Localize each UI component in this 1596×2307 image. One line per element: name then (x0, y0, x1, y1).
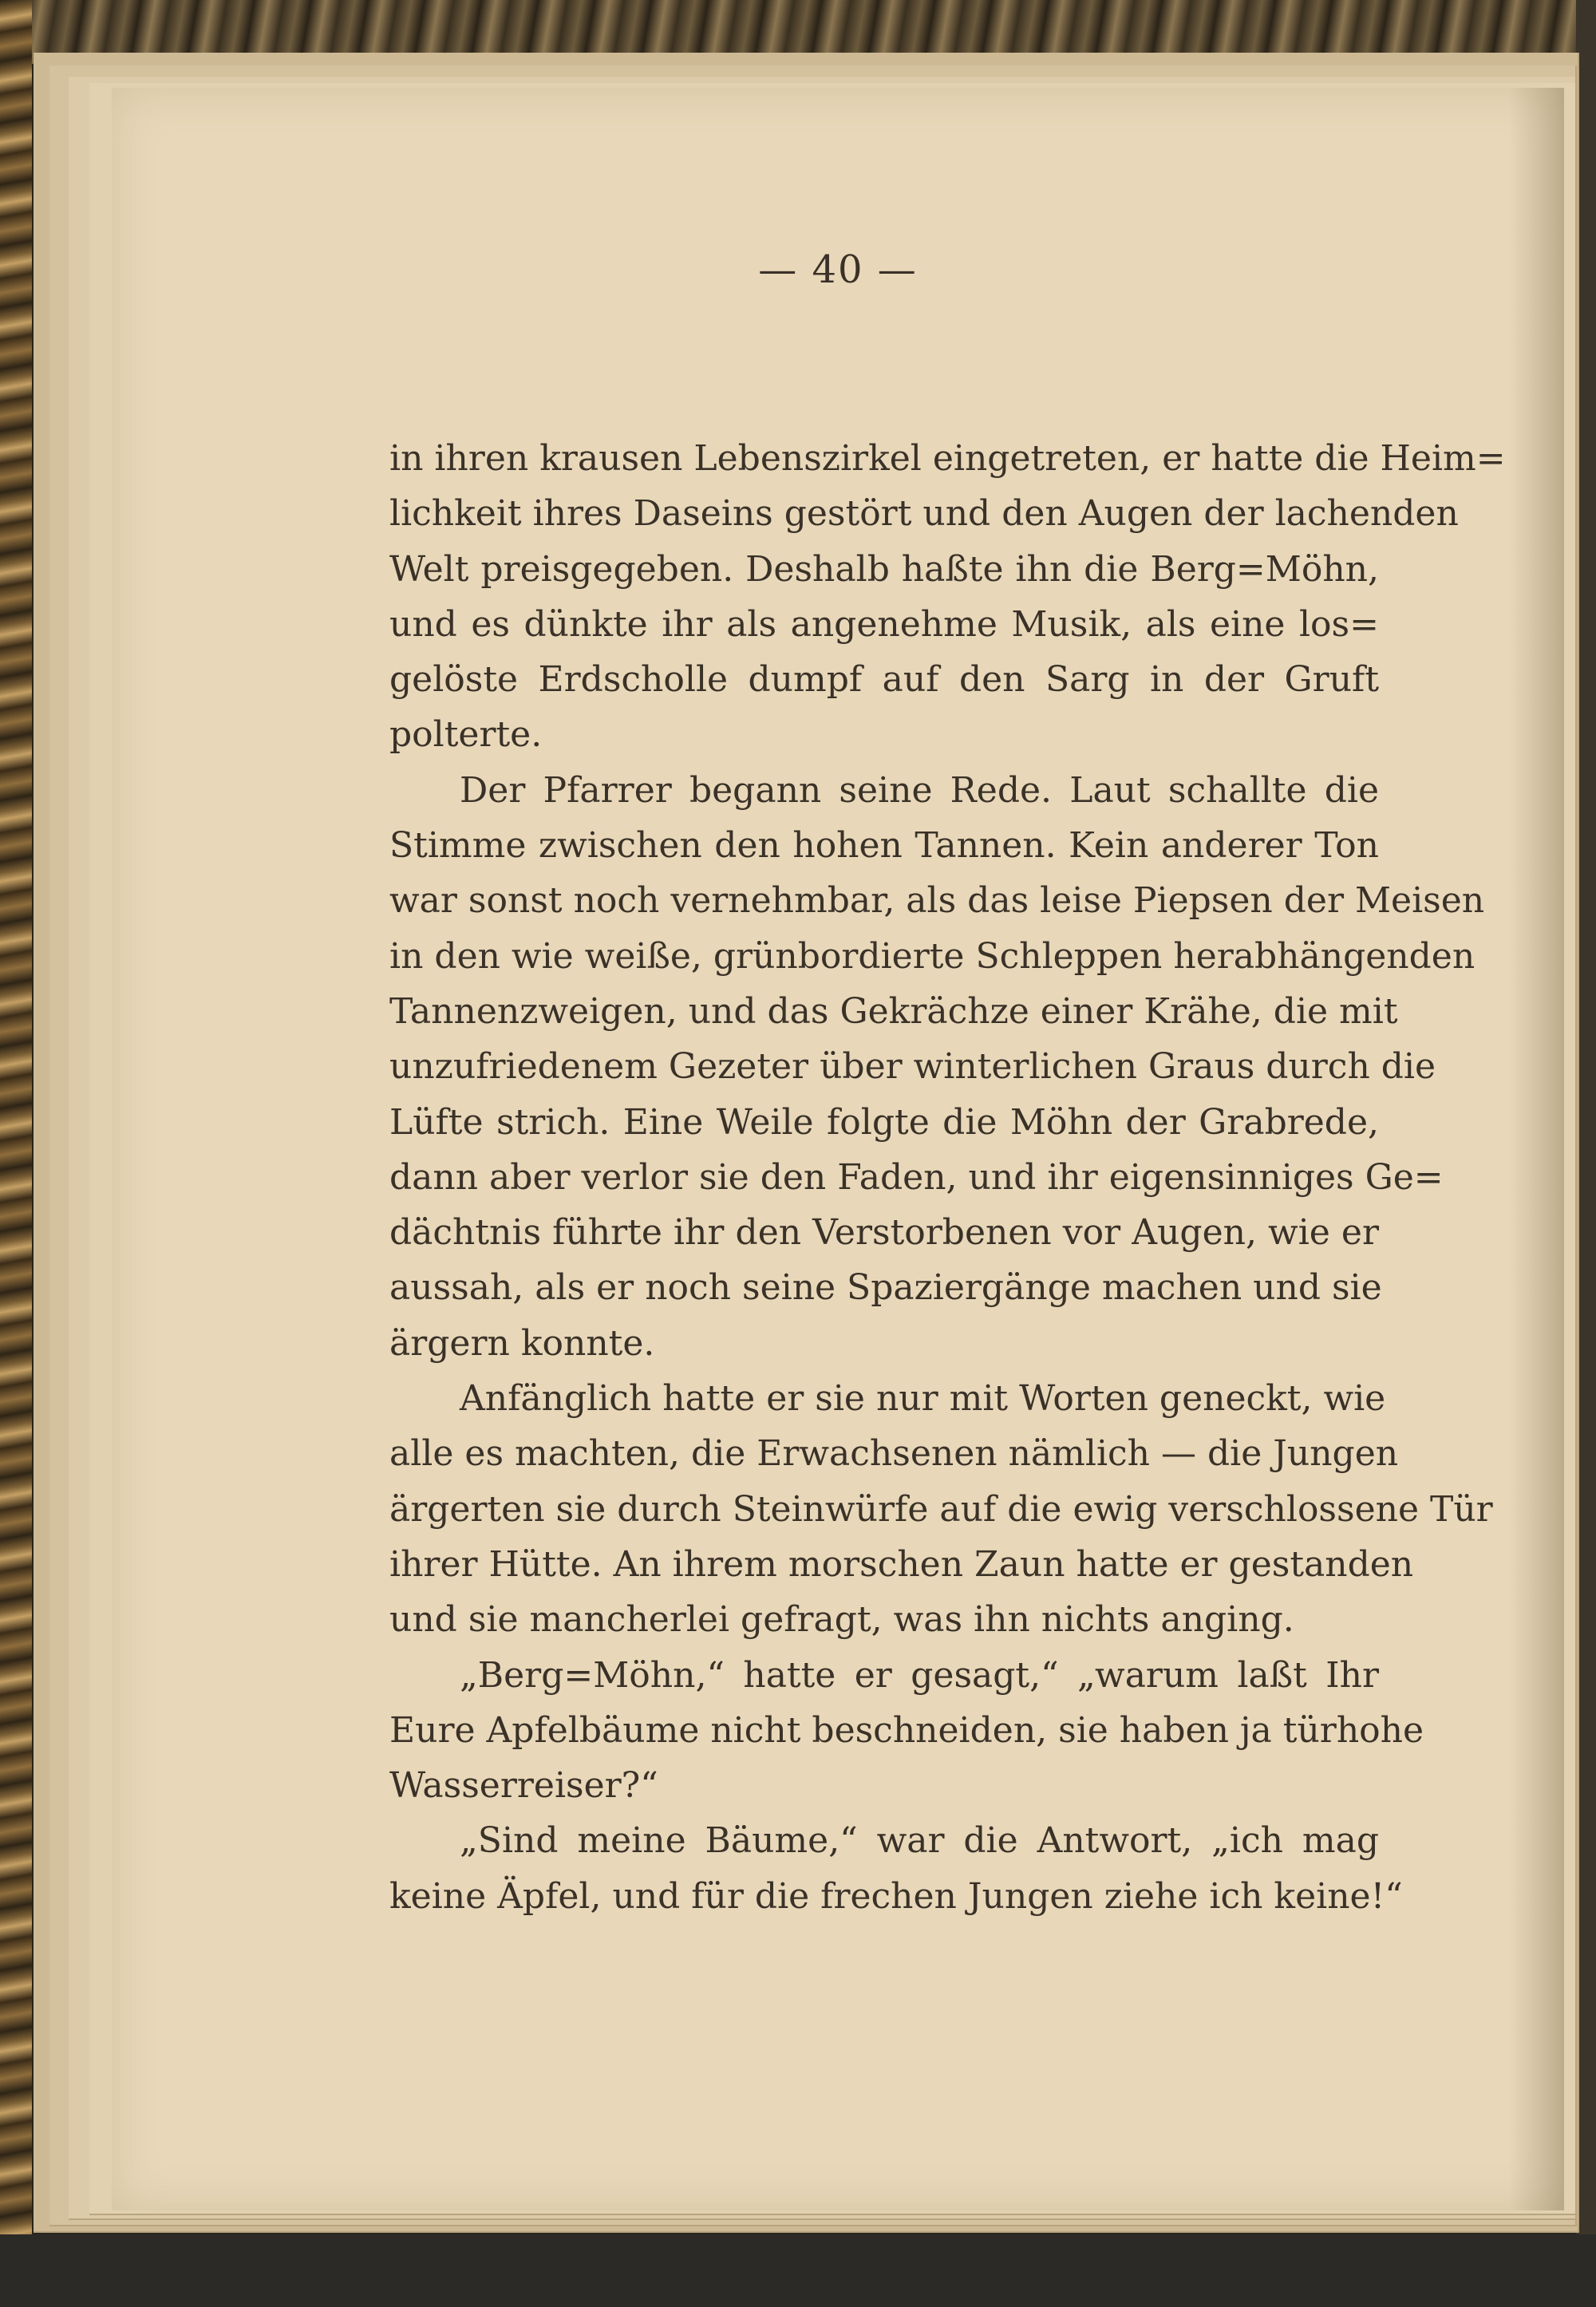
text-line: Stimme zwischen den hohen Tannen. Kein anderer Ton (389, 825, 1379, 867)
gutter-shadow (1508, 88, 1564, 2210)
text-line: Anfänglich hatte er sie nur mit Worten geneckt, wie (460, 1378, 1386, 1420)
paragraph (389, 1648, 1424, 1814)
book-cover-marbled-edge (0, 0, 32, 2307)
text-line: Tannenzweigen, und das Gekrächze einer Krähe, die mit (389, 990, 1398, 1032)
text-line: ärgern konnte. (389, 1322, 655, 1364)
paragraph (389, 1813, 1403, 1924)
text-line: „Sind meine Bäume,“ war die Antwort, „ich mag (460, 1820, 1379, 1862)
text-line: und es dünkte ihr als angenehme Musik, als eine los= (389, 603, 1379, 645)
text-line: ihrer Hütte. An ihrem morschen Zaun hatte er gestanden (389, 1543, 1414, 1585)
text-line: aussah, als er noch seine Spaziergänge machen und sie (389, 1267, 1382, 1309)
text-line: lichkeit ihres Daseins gestört und den Augen der lachenden (389, 493, 1459, 535)
text-line: Eure Apfelbäume nicht beschneiden, sie haben ja türhohe (389, 1709, 1424, 1751)
text-line: Wasserreiser?“ (389, 1765, 658, 1807)
text-line: gelöste Erdscholle dumpf auf den Sarg in der Gruft (389, 659, 1379, 701)
text-line: und sie mancherlei gefragt, was ihn nichts anging. (389, 1599, 1294, 1641)
text-line: war sonst noch vernehmbar, als das leise Piepsen der Meisen (389, 880, 1485, 922)
body-text (389, 431, 1506, 1924)
paragraph (389, 431, 1506, 763)
paragraph (389, 1371, 1493, 1647)
page-number: — 40 — (758, 247, 918, 292)
text-line: in ihren krausen Lebenszirkel eingetreten, er hatte die Heim= (389, 438, 1506, 479)
book-cover-bottom-edge (0, 2234, 1596, 2307)
paragraph (389, 763, 1485, 1371)
text-line: alle es machten, die Erwachsenen nämlich — die Jungen (389, 1433, 1399, 1475)
text-line: unzufriedenem Gezeter über winterlichen Graus durch die (389, 1046, 1436, 1088)
text-line: keine Äpfel, und für die frechen Jungen ziehe ich keine!“ (389, 1875, 1403, 1917)
text-line: polterte. (389, 714, 543, 756)
text-line: dächtnis führte ihr den Verstorbenen vor Augen, wie er (389, 1212, 1379, 1254)
text-line: „Berg=Möhn,“ hatte er gesagt,“ „warum laßt Ihr (460, 1654, 1379, 1696)
text-line: dann aber verlor sie den Faden, und ihr eigensinniges Ge= (389, 1156, 1444, 1198)
text-line: Der Pfarrer begann seine Rede. Laut schallte die (460, 769, 1379, 811)
text-line: in den wie weiße, grünbordierte Schleppen herabhängenden (389, 935, 1476, 977)
text-line: Lüfte strich. Eine Weile folgte die Möhn der Grabrede, (389, 1101, 1379, 1143)
text-line: Welt preisgegeben. Deshalb haßte ihn die Berg=Möhn, (389, 548, 1379, 590)
text-line: ärgerten sie durch Steinwürfe auf die ewig verschlossene Tür (389, 1488, 1493, 1530)
